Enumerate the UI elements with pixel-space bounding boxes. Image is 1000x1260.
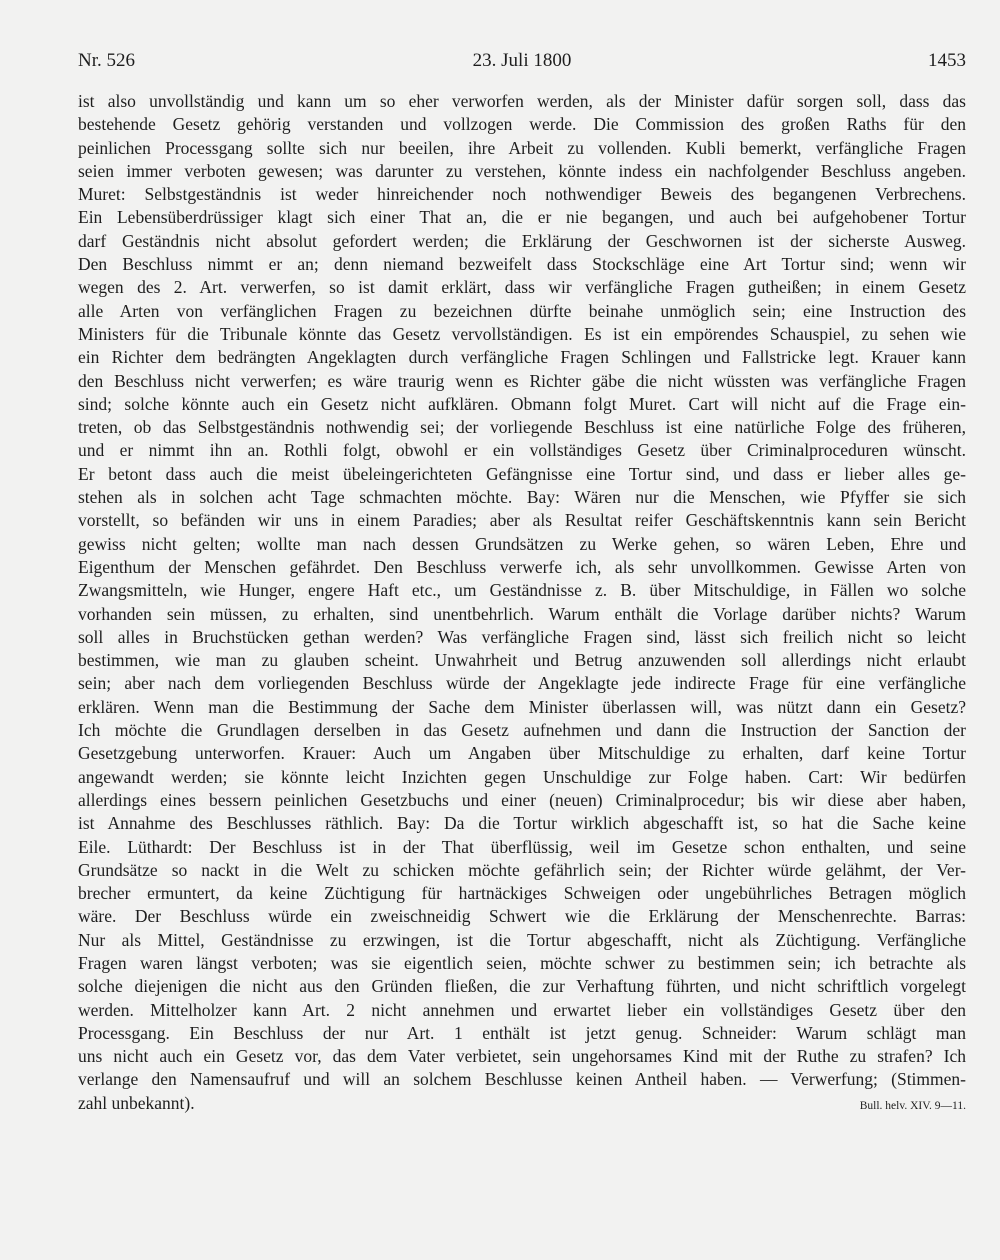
text-line: soll alles in Bruchstücken gethan werden? Was verfängliche Fragen sind, lässt sich freilich nicht so leicht [78, 626, 966, 647]
text-line: angewandt werden; sie könnte leicht Inzichten gegen Unschuldige zur Folge haben. Cart: Wir bedürfen [78, 766, 966, 787]
text-line: allerdings eines bessern peinlichen Gesetzbuchs und einer (neuen) Criminalprocedur; bis wir diese aber haben, [78, 789, 966, 810]
text-line: uns nicht auch ein Gesetz vor, das dem Vater verbietet, sein ungehorsames Kind mit der Ruthe zu strafen? Ich [78, 1046, 966, 1067]
text-line: Den Beschluss nimmt er an; denn niemand bezweifelt dass Stockschläge eine Art Tortur sind; wenn wir [78, 254, 966, 275]
text-line: Nur als Mittel, Geständnisse zu erzwingen, ist die Tortur abgeschafft, nicht als Züchtigung. Verfängliche [78, 929, 966, 950]
text-line: sind; solche könnte auch ein Gesetz nicht aufklären. Obmann folgt Muret. Cart will nicht auf die Frage ein- [78, 393, 966, 414]
page-header [78, 46, 966, 76]
text-line: Muret: Selbstgeständnis ist weder hinreichender noch nothwendiger Beweis des begangenen Verbrechens. [78, 184, 966, 205]
text-line: Gesetzgebung unterworfen. Krauer: Auch um Angaben über Mitschuldige zu erhalten, darf keine Tortur [78, 743, 966, 764]
text-line: bestimmen, wie man zu glauben scheint. Unwahrheit und Betrug anzuwenden soll allerdings nicht erlaubt [78, 650, 966, 671]
text-line: gewiss nicht gelten; wollte man nach dessen Grundsätzen zu Werke gehen, so wären Leben, Ehre und [78, 533, 966, 554]
text-line: Grundsätze so nackt in die Welt zu schicken möchte gefährlich sein; der Richter würde gelähmt, der Ver- [78, 859, 966, 880]
text-line: Processgang. Ein Beschluss der nur Art. 1 enthält ist jetzt genug. Schneider: Warum schlägt man [78, 1022, 966, 1043]
text-line: verlange den Namensaufruf und will an solchem Beschlusse keinen Antheil haben. — Verwerfung; (Stimmen- [78, 1069, 966, 1090]
text-line: ein Richter dem bedrängten Angeklagten durch verfängliche Fragen Schlingen und Fallstricke legt. Krauer kann [78, 347, 966, 368]
final-line [78, 1092, 966, 1115]
text-line: ist Annahme des Beschlusses räthlich. Bay: Da die Tortur wirklich abgeschafft ist, so hat die Sache keine [78, 813, 966, 834]
document-number: Nr. 526 [78, 50, 135, 71]
page-number: 1453 [928, 50, 966, 71]
text-line: werden. Mittelholzer kann Art. 2 nicht annehmen und erwartet lieber ein vollständiges Gesetz über den [78, 999, 966, 1020]
text-line: wegen des 2. Art. verwerfen, so ist damit erklärt, dass wir verfängliche Fragen gutheißen; in einem Gesetz [78, 277, 966, 298]
text-line: ist also unvollständig und kann um so eher verworfen werden, als der Minister dafür sorgen soll, dass das [78, 91, 966, 111]
text-line: vorhanden sein müssen, zu erhalten, sind unentbehrlich. Warum enthält die Vorlage darüber nichts? Warum [78, 603, 966, 624]
text-line: Ein Lebensüberdrüssiger klagt sich einer That an, die er nie begangen, und auch bei aufgehobener Tortur [78, 207, 966, 228]
text-line: Er betont dass auch die meist übeleingerichteten Gefängnisse eine Tortur sind, und dass er lieber alles ge- [78, 463, 966, 484]
text-line: Eigenthum der Menschen gefährdet. Den Beschluss verwerfe ich, als sehr unvollkommen. Gewisse Arten von [78, 556, 966, 577]
text-line: solche diejenigen die nicht aus den Gründen fließen, die zur Verhaftung führten, und nicht schriftlich vorgelegt [78, 976, 966, 997]
text-line: brecher ermuntert, da keine Züchtigung für hartnäckiges Schweigen oder ungebührliches Betragen möglich [78, 883, 966, 904]
text-line: bestehende Gesetz gehörig verstanden und vollzogen werde. Die Commission des großen Raths für den [78, 114, 966, 135]
text-line: den Beschluss nicht verwerfen; es wäre traurig wenn es Richter gäbe die nicht wüssten was verfängliche Fragen [78, 370, 966, 391]
text-line: erklären. Wenn man die Bestimmung der Sache dem Minister überlassen will, was nützt dann ein Gesetz? [78, 696, 966, 717]
text-line: peinlichen Processgang sollte sich nur beeilen, ihre Arbeit zu vollenden. Kubli bemerkt, verfängliche Fragen [78, 137, 966, 158]
text-line: Ich möchte die Grundlagen derselben in das Gesetz aufnehmen und dann die Instruction der Sanction der [78, 720, 966, 741]
text-line: alle Arten von verfänglichen Fragen zu bezeichnen dürfte beinahe unmöglich sein; eine Instruction des [78, 300, 966, 321]
text-line: Eile. Lüthardt: Der Beschluss ist in der That überflüssig, weil im Gesetze schon enthalten, und seine [78, 836, 966, 857]
text-line: Ministers für die Tribunale könnte das Gesetz vervollständigen. Es ist ein empörendes Schauspiel, zu sehen wie [78, 323, 966, 344]
text-line: wäre. Der Beschluss würde ein zweischneidig Schwert wie die Erklärung der Menschenrechte. Barras: [78, 906, 966, 927]
text-line: stehen als in solchen acht Tage schmachten möchte. Bay: Wären nur die Menschen, wie Pfyffer sie sich [78, 487, 966, 508]
text-line: vorstellt, so befänden wir uns in einem Paradies; aber als Resultat reifer Geschäftskenntnis kann sein Bericht [78, 510, 966, 531]
text-line: Fragen waren längst verboten; was sie eigentlich seien, möchte schwer zu bestimmen sein; ich betrachte als [78, 952, 966, 973]
text-line: treten, ob das Selbstgeständnis nothwendig sei; der vorliegende Beschluss ist eine natürliche Folge des früheren, [78, 417, 966, 438]
source-citation: Bull. helv. XIV. 9—11. [859, 1099, 966, 1112]
body-text [78, 90, 966, 1115]
document-date: 23. Juli 1800 [472, 50, 572, 71]
text-line: zahl unbekannt). [78, 1092, 195, 1113]
text-line: darf Geständnis nicht absolut gefordert werden; die Erklärung der Geschwornen ist der sicherste Ausweg. [78, 230, 966, 251]
text-line: und er nimmt ihn an. Rothli folgt, obwohl er ein vollständiges Gesetz über Criminalproceduren wünscht. [78, 440, 966, 461]
text-line: sein; aber nach dem vorliegenden Beschluss würde der Angeklagte jede indirecte Frage für eine verfängliche [78, 673, 966, 694]
text-line: seien immer verboten gewesen; was darunter zu verstehen, könnte indess ein nachfolgender Beschluss angeben. [78, 160, 966, 181]
text-line: Zwangsmitteln, wie Hunger, engere Haft etc., um Geständnisse z. B. über Mitschuldige, in Fällen wo solche [78, 580, 966, 601]
